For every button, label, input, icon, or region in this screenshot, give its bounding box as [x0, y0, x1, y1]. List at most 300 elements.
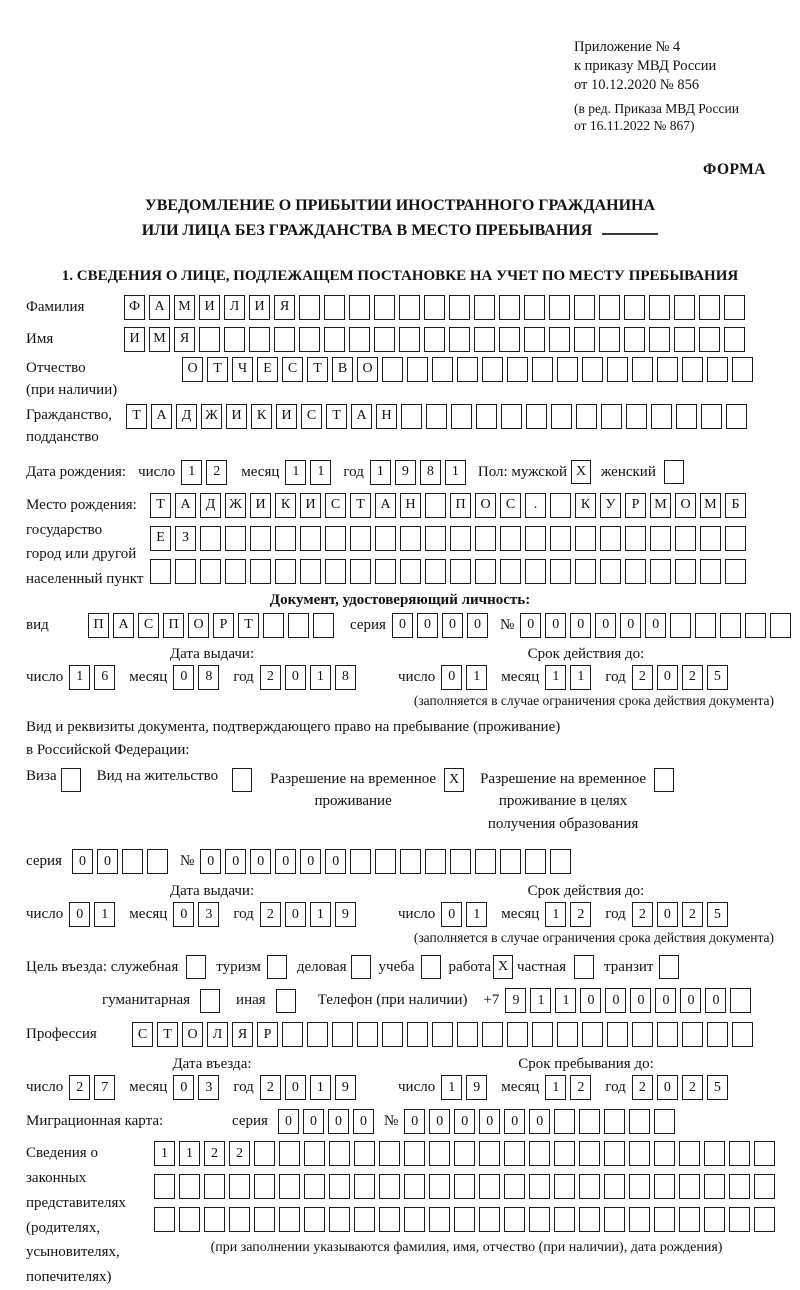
grid-cell[interactable]: 0 [454, 1109, 475, 1134]
temp-residence-checkbox[interactable]: X [444, 768, 464, 792]
grid-cell[interactable] [675, 559, 696, 584]
grid-cell[interactable] [374, 295, 395, 320]
grid-cell[interactable] [499, 327, 520, 352]
grid-cell[interactable] [550, 849, 571, 874]
grid-cell[interactable] [299, 295, 320, 320]
grid-cell[interactable] [532, 1022, 553, 1047]
male-checkbox[interactable]: X [571, 460, 591, 484]
grid-cell[interactable] [307, 1022, 328, 1047]
grid-cell[interactable] [424, 327, 445, 352]
grid-cell[interactable]: 2 [570, 1075, 591, 1100]
grid-cell[interactable] [679, 1174, 700, 1199]
grid-cell[interactable] [454, 1207, 475, 1232]
grid-cell[interactable] [450, 559, 471, 584]
grid-cell[interactable] [476, 404, 497, 429]
grid-cell[interactable]: 2 [260, 1075, 281, 1100]
grid-cell[interactable] [557, 1022, 578, 1047]
grid-cell[interactable] [304, 1141, 325, 1166]
grid-cell[interactable] [754, 1141, 775, 1166]
grid-cell[interactable] [354, 1174, 375, 1199]
grid-cell[interactable] [274, 327, 295, 352]
grid-cell[interactable] [649, 327, 670, 352]
grid-cell[interactable] [407, 1022, 428, 1047]
grid-cell[interactable]: 0 [69, 902, 90, 927]
grid-cell[interactable] [654, 1109, 675, 1134]
grid-cell[interactable]: И [226, 404, 247, 429]
grid-cell[interactable]: Я [232, 1022, 253, 1047]
grid-cell[interactable]: 3 [198, 902, 219, 927]
grid-cell[interactable]: Т [238, 613, 259, 638]
grid-cell[interactable]: 9 [505, 988, 526, 1013]
grid-cell[interactable]: 8 [198, 665, 219, 690]
grid-cell[interactable] [500, 559, 521, 584]
grid-cell[interactable] [500, 849, 521, 874]
grid-cell[interactable] [304, 1174, 325, 1199]
grid-cell[interactable] [204, 1174, 225, 1199]
grid-cell[interactable]: О [475, 493, 496, 518]
grid-cell[interactable] [379, 1141, 400, 1166]
grid-cell[interactable] [654, 1174, 675, 1199]
grid-cell[interactable]: 1 [466, 902, 487, 927]
grid-cell[interactable] [357, 1022, 378, 1047]
grid-cell[interactable] [651, 404, 672, 429]
grid-cell[interactable]: 1 [285, 460, 306, 485]
grid-cell[interactable] [204, 1207, 225, 1232]
grid-cell[interactable] [475, 526, 496, 551]
grid-cell[interactable]: 1 [310, 902, 331, 927]
grid-cell[interactable]: Л [207, 1022, 228, 1047]
grid-cell[interactable] [279, 1141, 300, 1166]
grid-cell[interactable]: 0 [250, 849, 271, 874]
purpose-tourism-checkbox[interactable] [267, 955, 287, 979]
grid-cell[interactable] [282, 1022, 303, 1047]
grid-cell[interactable] [354, 1207, 375, 1232]
grid-cell[interactable]: А [351, 404, 372, 429]
grid-cell[interactable]: 1 [570, 665, 591, 690]
grid-cell[interactable] [224, 327, 245, 352]
grid-cell[interactable] [350, 849, 371, 874]
grid-cell[interactable] [404, 1207, 425, 1232]
grid-cell[interactable]: Д [176, 404, 197, 429]
grid-cell[interactable] [599, 327, 620, 352]
grid-cell[interactable] [575, 526, 596, 551]
grid-cell[interactable] [704, 1174, 725, 1199]
grid-cell[interactable] [250, 526, 271, 551]
grid-cell[interactable] [150, 559, 171, 584]
grid-cell[interactable]: 9 [335, 902, 356, 927]
grid-cell[interactable] [629, 1109, 650, 1134]
grid-cell[interactable] [432, 357, 453, 382]
grid-cell[interactable]: 1 [310, 665, 331, 690]
grid-cell[interactable] [426, 404, 447, 429]
grid-cell[interactable]: 0 [404, 1109, 425, 1134]
grid-cell[interactable] [600, 559, 621, 584]
grid-cell[interactable]: 2 [204, 1141, 225, 1166]
grid-cell[interactable] [550, 493, 571, 518]
grid-cell[interactable] [179, 1174, 200, 1199]
grid-cell[interactable] [229, 1207, 250, 1232]
grid-cell[interactable] [724, 295, 745, 320]
grid-cell[interactable] [604, 1109, 625, 1134]
grid-cell[interactable]: 0 [630, 988, 651, 1013]
grid-cell[interactable]: 0 [595, 613, 616, 638]
grid-cell[interactable] [254, 1141, 275, 1166]
grid-cell[interactable]: 0 [442, 613, 463, 638]
grid-cell[interactable] [375, 849, 396, 874]
grid-cell[interactable]: 1 [466, 665, 487, 690]
grid-cell[interactable] [525, 559, 546, 584]
grid-cell[interactable] [479, 1141, 500, 1166]
grid-cell[interactable]: 0 [200, 849, 221, 874]
grid-cell[interactable] [379, 1207, 400, 1232]
grid-cell[interactable]: 1 [310, 460, 331, 485]
grid-cell[interactable]: А [151, 404, 172, 429]
grid-cell[interactable] [425, 559, 446, 584]
grid-cell[interactable] [400, 849, 421, 874]
grid-cell[interactable]: Т [307, 357, 328, 382]
grid-cell[interactable]: М [149, 327, 170, 352]
grid-cell[interactable] [432, 1022, 453, 1047]
grid-cell[interactable]: 5 [707, 665, 728, 690]
grid-cell[interactable] [730, 988, 751, 1013]
grid-cell[interactable] [574, 295, 595, 320]
grid-cell[interactable]: Е [150, 526, 171, 551]
grid-cell[interactable] [704, 1207, 725, 1232]
grid-cell[interactable] [325, 559, 346, 584]
grid-cell[interactable]: 1 [545, 1075, 566, 1100]
grid-cell[interactable] [451, 404, 472, 429]
grid-cell[interactable] [525, 526, 546, 551]
grid-cell[interactable] [429, 1174, 450, 1199]
grid-cell[interactable] [604, 1174, 625, 1199]
grid-cell[interactable] [279, 1207, 300, 1232]
grid-cell[interactable] [599, 295, 620, 320]
grid-cell[interactable]: Т [350, 493, 371, 518]
grid-cell[interactable]: О [182, 1022, 203, 1047]
grid-cell[interactable]: 0 [504, 1109, 525, 1134]
grid-cell[interactable] [720, 613, 741, 638]
grid-cell[interactable]: 2 [682, 902, 703, 927]
grid-cell[interactable] [199, 327, 220, 352]
grid-cell[interactable] [479, 1207, 500, 1232]
grid-cell[interactable] [404, 1174, 425, 1199]
grid-cell[interactable] [579, 1174, 600, 1199]
grid-cell[interactable]: 1 [94, 902, 115, 927]
purpose-study-checkbox[interactable] [421, 955, 441, 979]
grid-cell[interactable] [525, 849, 546, 874]
grid-cell[interactable] [425, 849, 446, 874]
grid-cell[interactable] [707, 1022, 728, 1047]
grid-cell[interactable] [399, 327, 420, 352]
grid-cell[interactable] [754, 1207, 775, 1232]
grid-cell[interactable] [579, 1207, 600, 1232]
grid-cell[interactable]: А [149, 295, 170, 320]
grid-cell[interactable] [254, 1207, 275, 1232]
grid-cell[interactable]: 0 [680, 988, 701, 1013]
grid-cell[interactable] [551, 404, 572, 429]
grid-cell[interactable]: С [138, 613, 159, 638]
grid-cell[interactable]: И [276, 404, 297, 429]
grid-cell[interactable]: Т [126, 404, 147, 429]
grid-cell[interactable] [601, 404, 622, 429]
grid-cell[interactable]: О [182, 357, 203, 382]
grid-cell[interactable] [549, 327, 570, 352]
grid-cell[interactable]: 0 [467, 613, 488, 638]
grid-cell[interactable]: 0 [173, 1075, 194, 1100]
grid-cell[interactable]: 2 [632, 902, 653, 927]
grid-cell[interactable] [679, 1141, 700, 1166]
grid-cell[interactable] [725, 526, 746, 551]
grid-cell[interactable]: П [450, 493, 471, 518]
grid-cell[interactable]: 6 [94, 665, 115, 690]
grid-cell[interactable] [629, 1174, 650, 1199]
grid-cell[interactable]: С [282, 357, 303, 382]
grid-cell[interactable] [429, 1207, 450, 1232]
grid-cell[interactable]: И [300, 493, 321, 518]
grid-cell[interactable] [725, 559, 746, 584]
grid-cell[interactable] [407, 357, 428, 382]
grid-cell[interactable]: 0 [173, 902, 194, 927]
grid-cell[interactable]: Е [257, 357, 278, 382]
grid-cell[interactable] [474, 295, 495, 320]
grid-cell[interactable]: 8 [420, 460, 441, 485]
grid-cell[interactable] [475, 559, 496, 584]
purpose-work-checkbox[interactable]: X [493, 955, 513, 979]
grid-cell[interactable]: 0 [275, 849, 296, 874]
grid-cell[interactable]: А [113, 613, 134, 638]
grid-cell[interactable] [400, 526, 421, 551]
grid-cell[interactable] [554, 1174, 575, 1199]
grid-cell[interactable]: Ж [225, 493, 246, 518]
grid-cell[interactable] [313, 613, 334, 638]
grid-cell[interactable] [179, 1207, 200, 1232]
grid-cell[interactable]: 0 [417, 613, 438, 638]
grid-cell[interactable]: О [188, 613, 209, 638]
grid-cell[interactable]: К [275, 493, 296, 518]
grid-cell[interactable]: И [249, 295, 270, 320]
purpose-humanitarian-checkbox[interactable] [200, 989, 220, 1013]
grid-cell[interactable] [375, 526, 396, 551]
grid-cell[interactable] [263, 613, 284, 638]
grid-cell[interactable] [770, 613, 791, 638]
grid-cell[interactable]: 0 [392, 613, 413, 638]
grid-cell[interactable]: 5 [707, 1075, 728, 1100]
grid-cell[interactable]: С [500, 493, 521, 518]
grid-cell[interactable] [524, 295, 545, 320]
grid-cell[interactable] [324, 327, 345, 352]
grid-cell[interactable]: П [163, 613, 184, 638]
grid-cell[interactable] [745, 613, 766, 638]
grid-cell[interactable] [482, 1022, 503, 1047]
grid-cell[interactable]: 2 [69, 1075, 90, 1100]
grid-cell[interactable]: 0 [529, 1109, 550, 1134]
grid-cell[interactable] [629, 1141, 650, 1166]
purpose-transit-checkbox[interactable] [659, 955, 679, 979]
grid-cell[interactable]: 0 [285, 665, 306, 690]
grid-cell[interactable]: 2 [260, 902, 281, 927]
grid-cell[interactable] [657, 357, 678, 382]
grid-cell[interactable] [654, 1207, 675, 1232]
grid-cell[interactable]: 7 [94, 1075, 115, 1100]
grid-cell[interactable] [679, 1207, 700, 1232]
grid-cell[interactable]: 0 [328, 1109, 349, 1134]
grid-cell[interactable]: 1 [179, 1141, 200, 1166]
grid-cell[interactable] [122, 849, 143, 874]
grid-cell[interactable] [154, 1207, 175, 1232]
grid-cell[interactable]: 0 [657, 902, 678, 927]
grid-cell[interactable]: . [525, 493, 546, 518]
grid-cell[interactable]: Н [376, 404, 397, 429]
grid-cell[interactable] [300, 526, 321, 551]
grid-cell[interactable] [374, 327, 395, 352]
grid-cell[interactable]: 0 [605, 988, 626, 1013]
grid-cell[interactable] [154, 1174, 175, 1199]
grid-cell[interactable] [250, 559, 271, 584]
grid-cell[interactable]: 2 [206, 460, 227, 485]
grid-cell[interactable]: 1 [555, 988, 576, 1013]
grid-cell[interactable] [607, 357, 628, 382]
grid-cell[interactable]: Т [157, 1022, 178, 1047]
grid-cell[interactable] [454, 1174, 475, 1199]
grid-cell[interactable]: 2 [682, 665, 703, 690]
grid-cell[interactable]: 2 [682, 1075, 703, 1100]
grid-cell[interactable] [457, 357, 478, 382]
grid-cell[interactable]: Р [625, 493, 646, 518]
grid-cell[interactable] [225, 559, 246, 584]
temp-residence-edu-checkbox[interactable] [654, 768, 674, 792]
grid-cell[interactable]: И [199, 295, 220, 320]
grid-cell[interactable] [554, 1207, 575, 1232]
grid-cell[interactable] [600, 526, 621, 551]
grid-cell[interactable]: Т [326, 404, 347, 429]
grid-cell[interactable] [479, 1174, 500, 1199]
grid-cell[interactable] [682, 357, 703, 382]
grid-cell[interactable]: Б [725, 493, 746, 518]
grid-cell[interactable] [507, 357, 528, 382]
grid-cell[interactable] [454, 1141, 475, 1166]
grid-cell[interactable]: 0 [620, 613, 641, 638]
grid-cell[interactable] [450, 849, 471, 874]
grid-cell[interactable]: В [332, 357, 353, 382]
grid-cell[interactable] [504, 1141, 525, 1166]
grid-cell[interactable]: А [175, 493, 196, 518]
grid-cell[interactable]: 9 [335, 1075, 356, 1100]
grid-cell[interactable] [304, 1207, 325, 1232]
grid-cell[interactable] [754, 1174, 775, 1199]
grid-cell[interactable]: 1 [154, 1141, 175, 1166]
grid-cell[interactable] [724, 327, 745, 352]
grid-cell[interactable] [732, 357, 753, 382]
grid-cell[interactable] [526, 404, 547, 429]
grid-cell[interactable] [657, 1022, 678, 1047]
visa-checkbox[interactable] [61, 768, 81, 792]
grid-cell[interactable] [649, 295, 670, 320]
grid-cell[interactable] [332, 1022, 353, 1047]
grid-cell[interactable] [699, 327, 720, 352]
grid-cell[interactable] [288, 613, 309, 638]
grid-cell[interactable] [329, 1141, 350, 1166]
grid-cell[interactable]: И [124, 327, 145, 352]
grid-cell[interactable] [632, 1022, 653, 1047]
grid-cell[interactable]: 0 [173, 665, 194, 690]
grid-cell[interactable] [582, 1022, 603, 1047]
grid-cell[interactable] [299, 327, 320, 352]
grid-cell[interactable]: 3 [198, 1075, 219, 1100]
grid-cell[interactable]: У [600, 493, 621, 518]
grid-cell[interactable] [501, 404, 522, 429]
grid-cell[interactable] [401, 404, 422, 429]
grid-cell[interactable]: 1 [545, 665, 566, 690]
grid-cell[interactable] [704, 1141, 725, 1166]
grid-cell[interactable] [382, 1022, 403, 1047]
grid-cell[interactable] [324, 295, 345, 320]
grid-cell[interactable]: З [175, 526, 196, 551]
grid-cell[interactable]: 0 [285, 1075, 306, 1100]
grid-cell[interactable] [225, 526, 246, 551]
grid-cell[interactable]: 0 [285, 902, 306, 927]
grid-cell[interactable] [474, 327, 495, 352]
grid-cell[interactable] [650, 559, 671, 584]
grid-cell[interactable] [500, 526, 521, 551]
grid-cell[interactable] [604, 1207, 625, 1232]
grid-cell[interactable]: 1 [370, 460, 391, 485]
grid-cell[interactable]: Ф [124, 295, 145, 320]
grid-cell[interactable]: 0 [303, 1109, 324, 1134]
grid-cell[interactable] [532, 357, 553, 382]
grid-cell[interactable] [557, 357, 578, 382]
grid-cell[interactable] [524, 327, 545, 352]
grid-cell[interactable] [350, 526, 371, 551]
grid-cell[interactable]: И [250, 493, 271, 518]
grid-cell[interactable] [579, 1141, 600, 1166]
grid-cell[interactable]: К [575, 493, 596, 518]
grid-cell[interactable]: О [675, 493, 696, 518]
grid-cell[interactable]: 0 [300, 849, 321, 874]
grid-cell[interactable] [404, 1141, 425, 1166]
grid-cell[interactable] [325, 526, 346, 551]
grid-cell[interactable] [275, 559, 296, 584]
grid-cell[interactable] [482, 357, 503, 382]
grid-cell[interactable] [701, 404, 722, 429]
grid-cell[interactable]: 0 [429, 1109, 450, 1134]
grid-cell[interactable] [632, 357, 653, 382]
grid-cell[interactable] [449, 327, 470, 352]
grid-cell[interactable]: 2 [260, 665, 281, 690]
grid-cell[interactable] [504, 1174, 525, 1199]
grid-cell[interactable]: 2 [632, 1075, 653, 1100]
grid-cell[interactable] [300, 559, 321, 584]
grid-cell[interactable] [582, 357, 603, 382]
grid-cell[interactable]: 1 [530, 988, 551, 1013]
grid-cell[interactable] [429, 1141, 450, 1166]
grid-cell[interactable]: 0 [441, 902, 462, 927]
grid-cell[interactable] [674, 295, 695, 320]
grid-cell[interactable]: 1 [69, 665, 90, 690]
grid-cell[interactable]: 0 [545, 613, 566, 638]
grid-cell[interactable]: М [174, 295, 195, 320]
grid-cell[interactable] [349, 327, 370, 352]
grid-cell[interactable]: 0 [353, 1109, 374, 1134]
grid-cell[interactable]: 0 [325, 849, 346, 874]
grid-cell[interactable] [550, 559, 571, 584]
grid-cell[interactable] [350, 559, 371, 584]
grid-cell[interactable]: 0 [657, 665, 678, 690]
grid-cell[interactable] [349, 295, 370, 320]
grid-cell[interactable] [457, 1022, 478, 1047]
grid-cell[interactable] [732, 1022, 753, 1047]
grid-cell[interactable]: 0 [72, 849, 93, 874]
grid-cell[interactable]: С [325, 493, 346, 518]
